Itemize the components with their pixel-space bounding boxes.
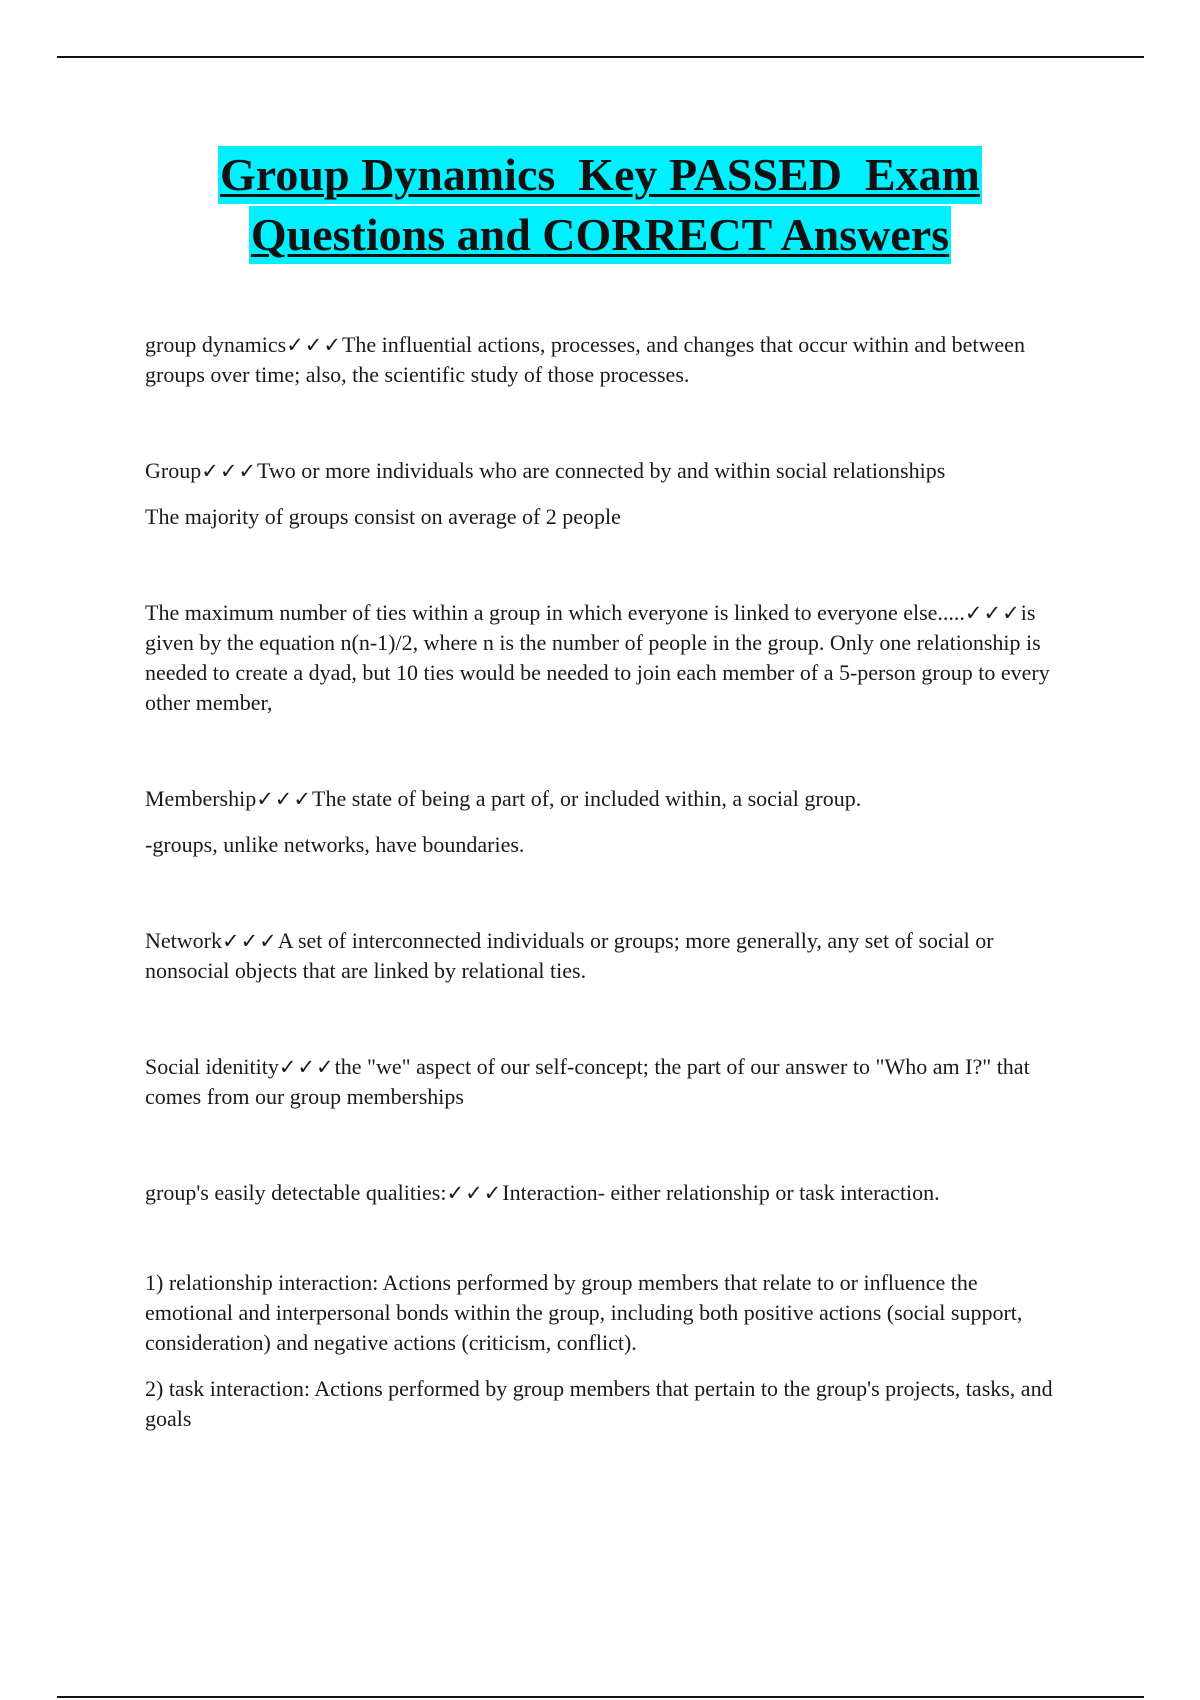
list-item-task-interaction: 2) task interaction: Actions performed by group members that pertain to the group's projects, tasks, and goals <box>145 1376 1053 1431</box>
entry-answer: Two or more individuals who are connected by and within social relationships <box>257 458 946 483</box>
list-item-relationship-interaction: 1) relationship interaction: Actions performed by group members that relate to or influence the emotional and interpersonal bonds within the group, including both positive actions (social support, consideration) and negative actions (criticism, conflict). <box>145 1270 1023 1355</box>
entry-answer: The state of being a part of, or included within, a social group. <box>312 786 862 811</box>
check-marks-icon: ✓✓✓ <box>256 787 312 811</box>
entry-group-dynamics <box>145 330 1065 390</box>
entry-term: group dynamics <box>145 332 287 357</box>
document-title <box>0 146 1200 266</box>
entry-answer: Interaction- either relationship or task interaction. <box>502 1180 940 1205</box>
entry-term: Group <box>145 458 202 483</box>
check-marks-icon: ✓✓✓ <box>201 459 258 483</box>
entry-term: The maximum number of ties within a group in which everyone is linked to everyone else..... <box>145 600 965 625</box>
entry-term: Network <box>145 928 222 953</box>
check-marks-icon: ✓✓✓ <box>446 1181 503 1205</box>
entry-network <box>145 926 1065 986</box>
entry-max-ties <box>145 598 1065 718</box>
entry-answer: the "we" aspect of our self-concept; the part of our answer to "Who am I?" that comes from our group memberships <box>145 1054 1030 1109</box>
document-body <box>145 330 1065 1434</box>
entry-answer: is given by the equation n(n-1)/2, where n is the number of people in the group. Only one relationship is needed to create a dyad, but 10 ties would be needed to join each member of a 5-person group to every other member, <box>145 600 1050 715</box>
entry-note: -groups, unlike networks, have boundaries. <box>145 832 525 857</box>
check-marks-icon: ✓✓✓ <box>286 333 342 357</box>
entry-group <box>145 456 1065 486</box>
entry-answer: The influential actions, processes, and changes that occur within and between groups over time; also, the scientific study of those processes. <box>145 332 1025 387</box>
entry-answer: A set of interconnected individuals or groups; more generally, any set of social or nonsocial objects that are linked by relational ties. <box>145 928 994 983</box>
entry-term: Membership <box>145 786 257 811</box>
entry-membership <box>145 784 1065 814</box>
entry-detectable-qualities <box>145 1178 1065 1208</box>
check-marks-icon: ✓✓✓ <box>278 1055 335 1079</box>
entry-term: Social idenitity <box>145 1054 279 1079</box>
entry-note: The majority of groups consist on average of 2 people <box>145 504 621 529</box>
title-line-2: Questions and CORRECT Answers <box>249 206 951 264</box>
entry-social-identity <box>145 1052 1065 1112</box>
check-marks-icon: ✓✓✓ <box>964 601 1021 625</box>
title-line-1: Group Dynamics Key PASSED Exam <box>218 146 982 204</box>
check-marks-icon: ✓✓✓ <box>221 929 278 953</box>
entry-term: group's easily detectable qualities: <box>145 1180 447 1205</box>
top-rule <box>57 56 1144 58</box>
bottom-rule <box>57 1696 1144 1698</box>
